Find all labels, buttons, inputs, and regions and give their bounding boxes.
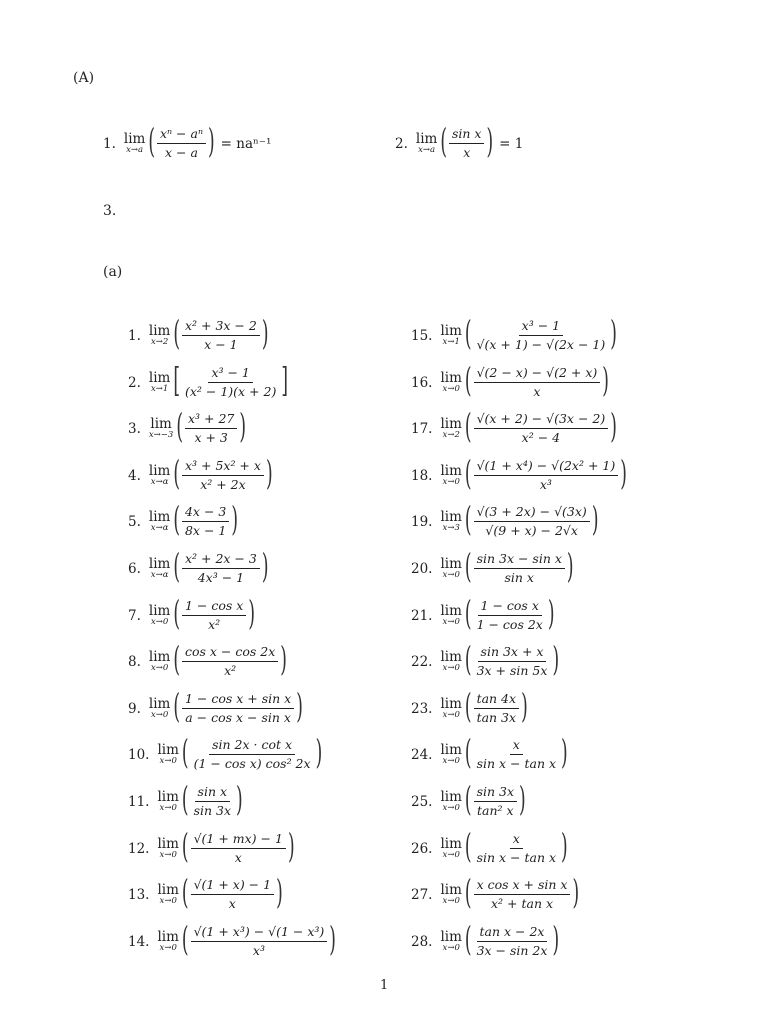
limit-problem <box>411 314 617 355</box>
limit-problem <box>128 920 336 961</box>
close-bracket: ) <box>620 454 627 495</box>
close-bracket: ) <box>265 454 273 495</box>
limit-subscript: x→0 <box>150 709 169 720</box>
numerator: sin 3x + x <box>478 644 547 662</box>
open-bracket: ( <box>464 640 472 681</box>
limit-problem <box>411 687 528 728</box>
numerator: √(1 + mx) − 1 <box>191 831 286 849</box>
fraction <box>191 737 314 772</box>
item-number: 6. <box>128 560 141 577</box>
item-number: 23. <box>411 700 433 717</box>
numerator: x³ + 27 <box>185 411 237 429</box>
fraction <box>474 365 601 400</box>
close-paren: ) <box>486 122 494 163</box>
limit-problem <box>411 547 574 588</box>
fraction <box>474 784 517 819</box>
limit-subscript: x→0 <box>159 942 177 953</box>
limit-subscript: x→0 <box>442 383 460 394</box>
limit-problem <box>411 920 560 961</box>
limit-problem <box>128 500 238 541</box>
limit-subscript: x→0 <box>150 662 169 673</box>
open-bracket: ( <box>464 920 472 961</box>
open-bracket: ( <box>464 687 472 728</box>
close-bracket: ) <box>315 733 323 774</box>
limit-subscript: x→1 <box>442 336 460 347</box>
open-bracket: ( <box>464 407 472 448</box>
limit-operator: lim x→α <box>148 508 171 533</box>
limit-subscript: x→2 <box>442 429 460 440</box>
limit-problem <box>128 733 323 774</box>
close-bracket: ) <box>236 780 243 821</box>
numerator: √(1 + x) − 1 <box>191 877 275 895</box>
fraction <box>474 644 551 679</box>
close-bracket: ) <box>572 873 580 914</box>
denominator: tan² x <box>477 803 514 818</box>
fraction <box>474 831 559 866</box>
denominator: 3x + sin 5x <box>476 663 548 678</box>
item-number: 13. <box>128 886 150 903</box>
limit-subscript: x→0 <box>442 849 460 860</box>
item-number: 9. <box>128 700 141 717</box>
denominator: a − cos x − sin x <box>185 710 291 725</box>
limit-operator: lim x→0 <box>148 602 171 627</box>
denominator: x² − 4 <box>521 430 561 445</box>
limit-subscript: x→2 <box>150 336 169 347</box>
open-bracket: ( <box>173 687 180 728</box>
fraction <box>182 644 278 679</box>
numerator: sin x <box>449 126 485 144</box>
limit-operator: lim x→0 <box>148 648 171 673</box>
open-bracket: ( <box>173 640 180 681</box>
open-bracket: ( <box>464 547 472 588</box>
denominator: x² + tan x <box>491 896 554 911</box>
limit-subscript: x→0 <box>159 849 177 860</box>
limit-subscript: x→α <box>150 476 169 487</box>
limit-operator: lim x→2 <box>148 322 171 347</box>
numerator: 1 − cos x <box>182 598 246 616</box>
open-bracket: ( <box>181 920 189 961</box>
limit-subscript: x→0 <box>159 895 177 906</box>
item-number: 7. <box>128 607 141 624</box>
close-bracket: ) <box>591 500 599 541</box>
limit-problem <box>128 640 287 681</box>
limit-subscript: x→0 <box>159 802 177 813</box>
denominator: x − 1 <box>204 337 238 352</box>
denominator: 8x − 1 <box>184 523 227 538</box>
open-bracket: ( <box>181 873 189 914</box>
limit-problem <box>128 407 247 448</box>
close-bracket: ) <box>231 500 238 541</box>
item-number: 20. <box>411 560 433 577</box>
limit-subscript: x→0 <box>442 569 460 580</box>
right-hand-side: = 1 <box>499 135 524 152</box>
numerator: x³ − 1 <box>208 365 252 383</box>
numerator: √(1 + x⁴) − √(2x² + 1) <box>474 458 619 476</box>
close-bracket: ) <box>561 733 568 774</box>
limit-subscript: x→0 <box>442 662 460 673</box>
close-bracket: ) <box>261 547 269 588</box>
close-bracket: ) <box>287 827 295 868</box>
limit-problem <box>411 640 560 681</box>
limit-operator: lim x→0 <box>157 788 179 813</box>
denominator: 3x − sin 2x <box>476 943 548 958</box>
limit-problem <box>411 454 627 495</box>
numerator: xⁿ − aⁿ <box>157 126 206 144</box>
limit-problem <box>128 361 288 402</box>
close-bracket: ) <box>552 920 560 961</box>
limit-problem <box>128 314 269 355</box>
open-bracket: ( <box>464 827 472 868</box>
open-bracket: ( <box>464 873 472 914</box>
limit-problem <box>128 827 295 868</box>
denominator: x³ <box>539 477 552 492</box>
item-number: 27. <box>411 886 433 903</box>
fraction <box>182 691 294 726</box>
open-bracket: ( <box>464 733 472 774</box>
denominator: √(x + 1) − √(2x − 1) <box>476 337 606 352</box>
limit-subscript: x→α <box>150 569 169 580</box>
item-number: 21. <box>411 607 433 624</box>
denominator: 1 − cos 2x <box>476 617 543 632</box>
numerator: sin 3x − sin x <box>474 551 565 569</box>
theorem-1 <box>103 122 272 163</box>
limit-operator: lim x→0 <box>440 695 462 720</box>
limit-operator: lim x→0 <box>440 648 462 673</box>
numerator: √(1 + x³) − √(1 − x³) <box>191 924 328 942</box>
limit-operator: lim x→0 <box>440 928 462 953</box>
limit-operator: lim x→0 <box>440 462 462 487</box>
limit-operator: lim x→0 <box>440 555 462 580</box>
limit-subscript: x→0 <box>442 709 460 720</box>
open-bracket: ( <box>464 594 472 635</box>
fraction <box>449 126 485 161</box>
close-bracket: ) <box>519 780 526 821</box>
fraction <box>474 598 546 633</box>
limit-operator: lim x→0 <box>440 602 462 627</box>
item-number: 16. <box>411 374 433 391</box>
close-bracket: ) <box>561 827 568 868</box>
item-number: 26. <box>411 840 433 857</box>
right-hand-side: = naⁿ⁻¹ <box>220 135 272 152</box>
fraction <box>474 318 609 353</box>
close-bracket: ) <box>329 920 336 961</box>
close-bracket: ) <box>610 407 617 448</box>
close-bracket: ) <box>521 687 528 728</box>
fraction <box>182 458 264 493</box>
open-bracket: ( <box>464 361 472 402</box>
item-number: 5. <box>128 513 141 530</box>
fraction <box>474 411 609 446</box>
limit-problem <box>411 500 599 541</box>
fraction <box>474 691 520 726</box>
denominator: √(9 + x) − 2√x <box>485 523 578 538</box>
close-bracket: ) <box>248 594 255 635</box>
denominator: x² <box>208 617 221 632</box>
item-number: 22. <box>411 653 433 670</box>
limit-operator: lim x→3 <box>440 508 462 533</box>
denominator: (x² − 1)(x + 2) <box>184 384 277 399</box>
numerator: x cos x + sin x <box>474 877 571 895</box>
numerator: x <box>510 831 523 849</box>
fraction <box>182 598 246 633</box>
fraction <box>191 924 328 959</box>
limit-subscript: x→0 <box>442 895 460 906</box>
numerator: cos x − cos 2x <box>182 644 278 662</box>
numerator: tan x − 2x <box>477 924 548 942</box>
denominator: 4x³ − 1 <box>197 570 245 585</box>
limit-operator: lim x→0 <box>157 881 179 906</box>
limit-operator: lim x→0 <box>157 835 179 860</box>
close-paren: ) <box>208 122 215 163</box>
item-number: 19. <box>411 513 433 530</box>
limit-operator: lim x→0 <box>440 835 462 860</box>
item-number: 18. <box>411 467 433 484</box>
limit-problem <box>128 594 255 635</box>
open-bracket: ( <box>464 500 472 541</box>
limit-subscript: x→a <box>418 144 436 155</box>
fraction <box>474 504 590 539</box>
numerator: x <box>510 737 523 755</box>
limit-subscript: x→0 <box>442 476 460 487</box>
item-number: 4. <box>128 467 141 484</box>
item-number: 24. <box>411 746 433 763</box>
limit-operator: lim x→1 <box>148 369 171 394</box>
denominator: x <box>234 850 242 865</box>
limit-operator: lim x→0 <box>440 788 462 813</box>
item-number: 2. <box>395 135 408 152</box>
limit-operator: lim x→a <box>415 130 438 155</box>
numerator: sin 2x · cot x <box>209 737 295 755</box>
limit-problem <box>128 547 269 588</box>
theorem-2 <box>395 122 524 163</box>
item-number: 14. <box>128 933 150 950</box>
limit-problem <box>411 780 526 821</box>
limit-operator: lim x→1 <box>440 322 462 347</box>
limit-subscript: x→0 <box>442 755 460 766</box>
subsection-label: (a) <box>103 264 123 280</box>
limit-operator: lim x→0 <box>440 369 462 394</box>
item-number: 1. <box>103 135 116 152</box>
open-paren: ( <box>148 122 155 163</box>
limit-problem <box>411 361 609 402</box>
fraction <box>474 924 551 959</box>
limit-operator: lim x→0 <box>157 928 179 953</box>
denominator: sin 3x <box>193 803 232 818</box>
item-number: 28. <box>411 933 433 950</box>
limit-problem <box>128 454 273 495</box>
fraction <box>182 318 260 353</box>
numerator: x³ − 1 <box>519 318 563 336</box>
item-number: 1. <box>128 327 141 344</box>
item-3-label: 3. <box>103 203 117 219</box>
numerator: sin 3x <box>474 784 517 802</box>
close-bracket: ] <box>281 361 288 402</box>
fraction <box>191 831 286 866</box>
limit-subscript: x→0 <box>442 616 460 627</box>
limit-operator: lim x→α <box>148 462 171 487</box>
fraction <box>474 551 565 586</box>
denominator: x² <box>224 663 237 678</box>
numerator: 1 − cos x <box>478 598 542 616</box>
open-bracket: ( <box>173 594 180 635</box>
item-number: 2. <box>128 374 141 391</box>
numerator: tan 4x <box>474 691 520 709</box>
limit-operator: lim x→−3 <box>148 415 174 440</box>
limit-subscript: x→α <box>150 522 169 533</box>
numerator: 1 − cos x + sin x <box>182 691 294 709</box>
limit-subscript: x→a <box>126 144 144 155</box>
denominator: tan 3x <box>476 710 517 725</box>
close-bracket: ) <box>610 314 617 355</box>
denominator: (1 − cos x) cos² 2x <box>193 756 311 771</box>
item-number: 17. <box>411 420 433 437</box>
close-bracket: ) <box>547 594 555 635</box>
fraction <box>182 365 279 400</box>
item-number: 8. <box>128 653 141 670</box>
limit-subscript: x→−3 <box>148 429 174 440</box>
limit-problem <box>411 733 568 774</box>
fraction <box>185 411 237 446</box>
open-bracket: [ <box>173 361 180 402</box>
denominator: x <box>533 384 541 399</box>
close-bracket: ) <box>276 873 283 914</box>
limit-operator: lim x→0 <box>157 741 179 766</box>
fraction <box>474 458 619 493</box>
denominator: sin x − tan x <box>476 756 557 771</box>
numerator: x² + 3x − 2 <box>182 318 260 336</box>
item-number: 10. <box>128 746 150 763</box>
numerator: 4x − 3 <box>182 504 229 522</box>
fraction <box>191 784 234 819</box>
close-bracket: ) <box>552 640 560 681</box>
numerator: x³ + 5x² + x <box>182 458 264 476</box>
fraction <box>191 877 275 912</box>
limit-problem <box>128 873 283 914</box>
open-bracket: ( <box>176 407 183 448</box>
fraction <box>157 126 206 161</box>
limit-subscript: x→0 <box>159 755 177 766</box>
fraction <box>182 504 229 539</box>
numerator: √(x + 2) − √(3x − 2) <box>474 411 609 429</box>
open-bracket: ( <box>464 314 472 355</box>
denominator: x <box>463 145 471 160</box>
close-bracket: ) <box>296 687 303 728</box>
denominator: x + 3 <box>194 430 228 445</box>
close-bracket: ) <box>566 547 574 588</box>
numerator: √(2 − x) − √(2 + x) <box>474 365 601 383</box>
numerator: x² + 2x − 3 <box>182 551 260 569</box>
open-bracket: ( <box>464 454 472 495</box>
open-bracket: ( <box>173 547 180 588</box>
open-bracket: ( <box>173 500 180 541</box>
open-paren: ( <box>440 122 447 163</box>
fraction <box>474 877 571 912</box>
limit-problem <box>128 687 303 728</box>
denominator: sin x <box>504 570 534 585</box>
page-number: 1 <box>380 978 389 993</box>
limit-operator: lim x→0 <box>148 695 171 720</box>
limit-operator: lim x→0 <box>440 881 462 906</box>
open-bracket: ( <box>464 780 472 821</box>
denominator: x − a <box>165 145 198 160</box>
open-bracket: ( <box>173 454 180 495</box>
limit-operator: lim x→a <box>123 130 146 155</box>
item-number: 15. <box>411 327 433 344</box>
numerator: √(3 + 2x) − √(3x) <box>474 504 590 522</box>
limit-subscript: x→0 <box>150 616 169 627</box>
open-bracket: ( <box>173 314 180 355</box>
open-bracket: ( <box>181 827 189 868</box>
limit-operator: lim x→0 <box>440 741 462 766</box>
limit-subscript: x→0 <box>442 942 460 953</box>
limit-subscript: x→3 <box>442 522 460 533</box>
limit-operator: lim x→2 <box>440 415 462 440</box>
denominator: x <box>228 896 236 911</box>
limit-problem <box>411 873 580 914</box>
limit-problem <box>411 594 555 635</box>
limit-subscript: x→1 <box>150 383 169 394</box>
close-bracket: ) <box>239 407 247 448</box>
section-label: (A) <box>73 70 95 86</box>
denominator: sin x − tan x <box>476 850 557 865</box>
close-bracket: ) <box>602 361 609 402</box>
limit-problem <box>411 407 617 448</box>
close-bracket: ) <box>261 314 269 355</box>
numerator: sin x <box>195 784 231 802</box>
close-bracket: ) <box>280 640 287 681</box>
limit-problem <box>128 780 243 821</box>
item-number: 11. <box>128 793 150 810</box>
open-bracket: ( <box>181 780 189 821</box>
denominator: x³ <box>252 943 265 958</box>
limit-subscript: x→0 <box>442 802 460 813</box>
fraction <box>474 737 559 772</box>
item-number: 12. <box>128 840 150 857</box>
fraction <box>182 551 260 586</box>
item-number: 25. <box>411 793 433 810</box>
denominator: x² + 2x <box>200 477 246 492</box>
limit-operator: lim x→α <box>148 555 171 580</box>
limit-problem <box>411 827 568 868</box>
item-number: 3. <box>128 420 141 437</box>
open-bracket: ( <box>181 733 189 774</box>
